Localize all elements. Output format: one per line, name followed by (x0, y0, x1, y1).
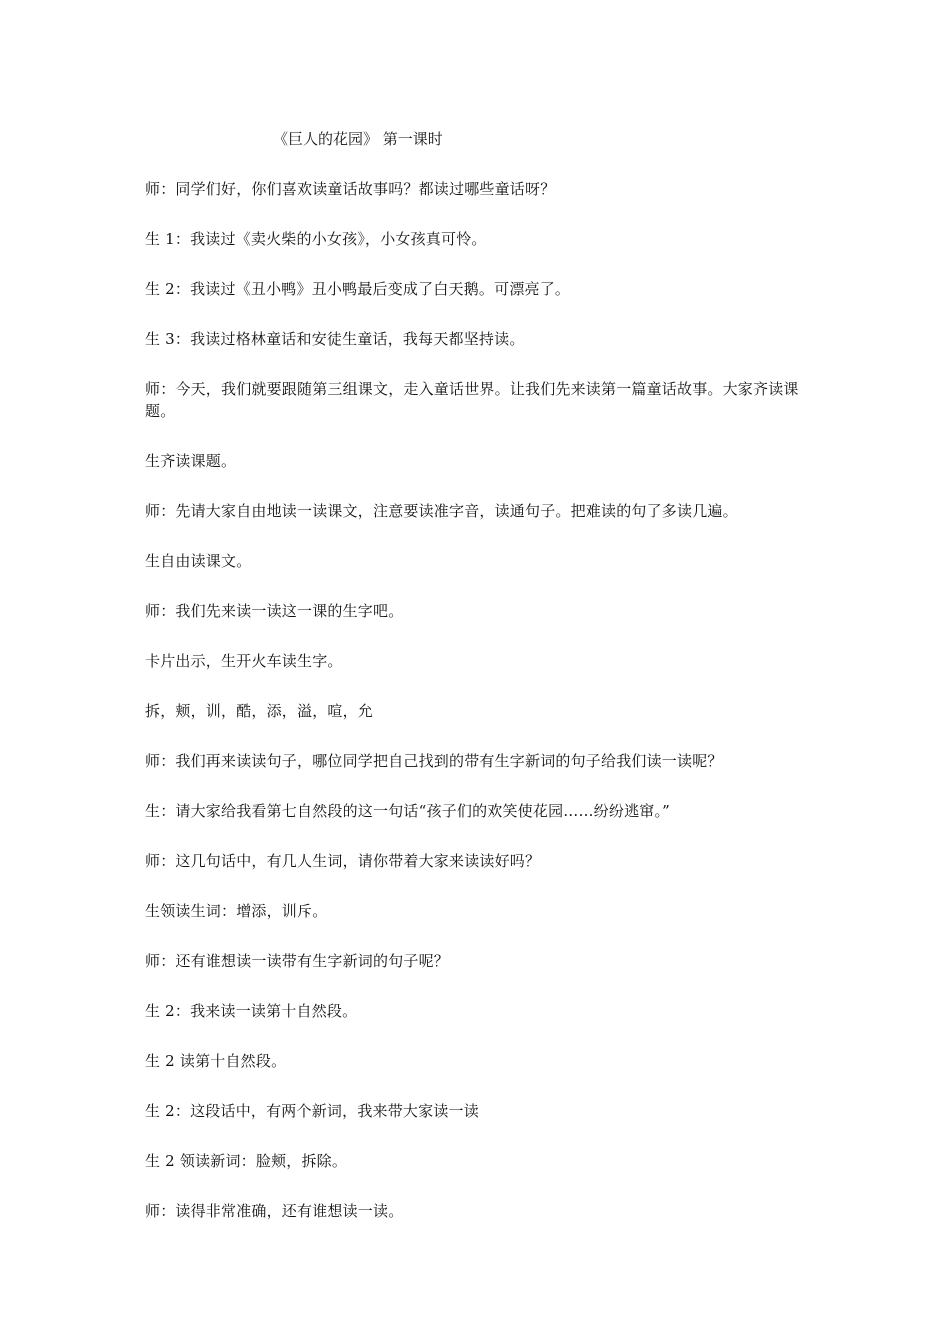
paragraph: 生齐读课题。 (145, 452, 237, 470)
paragraph: 生 1：我读过《卖火柴的小女孩》，小女孩真可怜。 (145, 230, 487, 248)
paragraph: 生 2：我读过《丑小鸭》丑小鸭最后变成了白天鹅。可漂亮了。 (145, 280, 571, 298)
paragraph: 生领读生词：增添，训斥。 (145, 902, 328, 920)
document-title: 《巨人的花园》 第一课时 (273, 130, 443, 148)
paragraph: 生自由读课文。 (145, 552, 252, 570)
paragraph: 拆，颊，训，酷，添，溢，喧，允 (145, 702, 374, 720)
paragraph: 生 2：这段话中，有两个新词，我来带大家读一读 (145, 1102, 479, 1120)
paragraph: 师：先请大家自由地读一读课文，注意要读准字音，读通句子。把难读的句了多读几遍。 (145, 502, 738, 520)
paragraph: 师：我们先来读一读这一课的生字吧。 (145, 602, 404, 620)
paragraph: 师：同学们好，你们喜欢读童话故事吗？都读过哪些童话呀？ (145, 180, 556, 198)
paragraph: 师：今天，我们就要跟随第三组课文，走入童话世界。让我们先来读第一篇童话故事。大家齐读课题。 (145, 380, 799, 420)
paragraph: 师：我们再来读读句子，哪位同学把自己找到的带有生字新词的句子给我们读一读呢？ (145, 752, 723, 770)
paragraph: 生 3：我读过格林童话和安徒生童话，我每天都坚持读。 (145, 330, 525, 348)
paragraph: 师：还有谁想读一读带有生字新词的句子呢？ (145, 952, 450, 970)
paragraph: 生 2：我来读一读第十自然段。 (145, 1002, 358, 1020)
paragraph: 师：这几句话中，有几人生词，请你带着大家来读读好吗？ (145, 852, 541, 870)
paragraph: 卡片出示，生开火车读生字。 (145, 652, 343, 670)
paragraph: 生 2 领读新词：脸颊，拆除。 (145, 1152, 348, 1170)
paragraph: 生：请大家给我看第七自然段的这一句话“孩子们的欢笑使花园……纷纷逃窜。” (145, 802, 671, 820)
paragraph: 师：读得非常准确，还有谁想读一读。 (145, 1202, 404, 1220)
paragraph: 生 2 读第十自然段。 (145, 1052, 287, 1070)
document-body (145, 178, 810, 1250)
